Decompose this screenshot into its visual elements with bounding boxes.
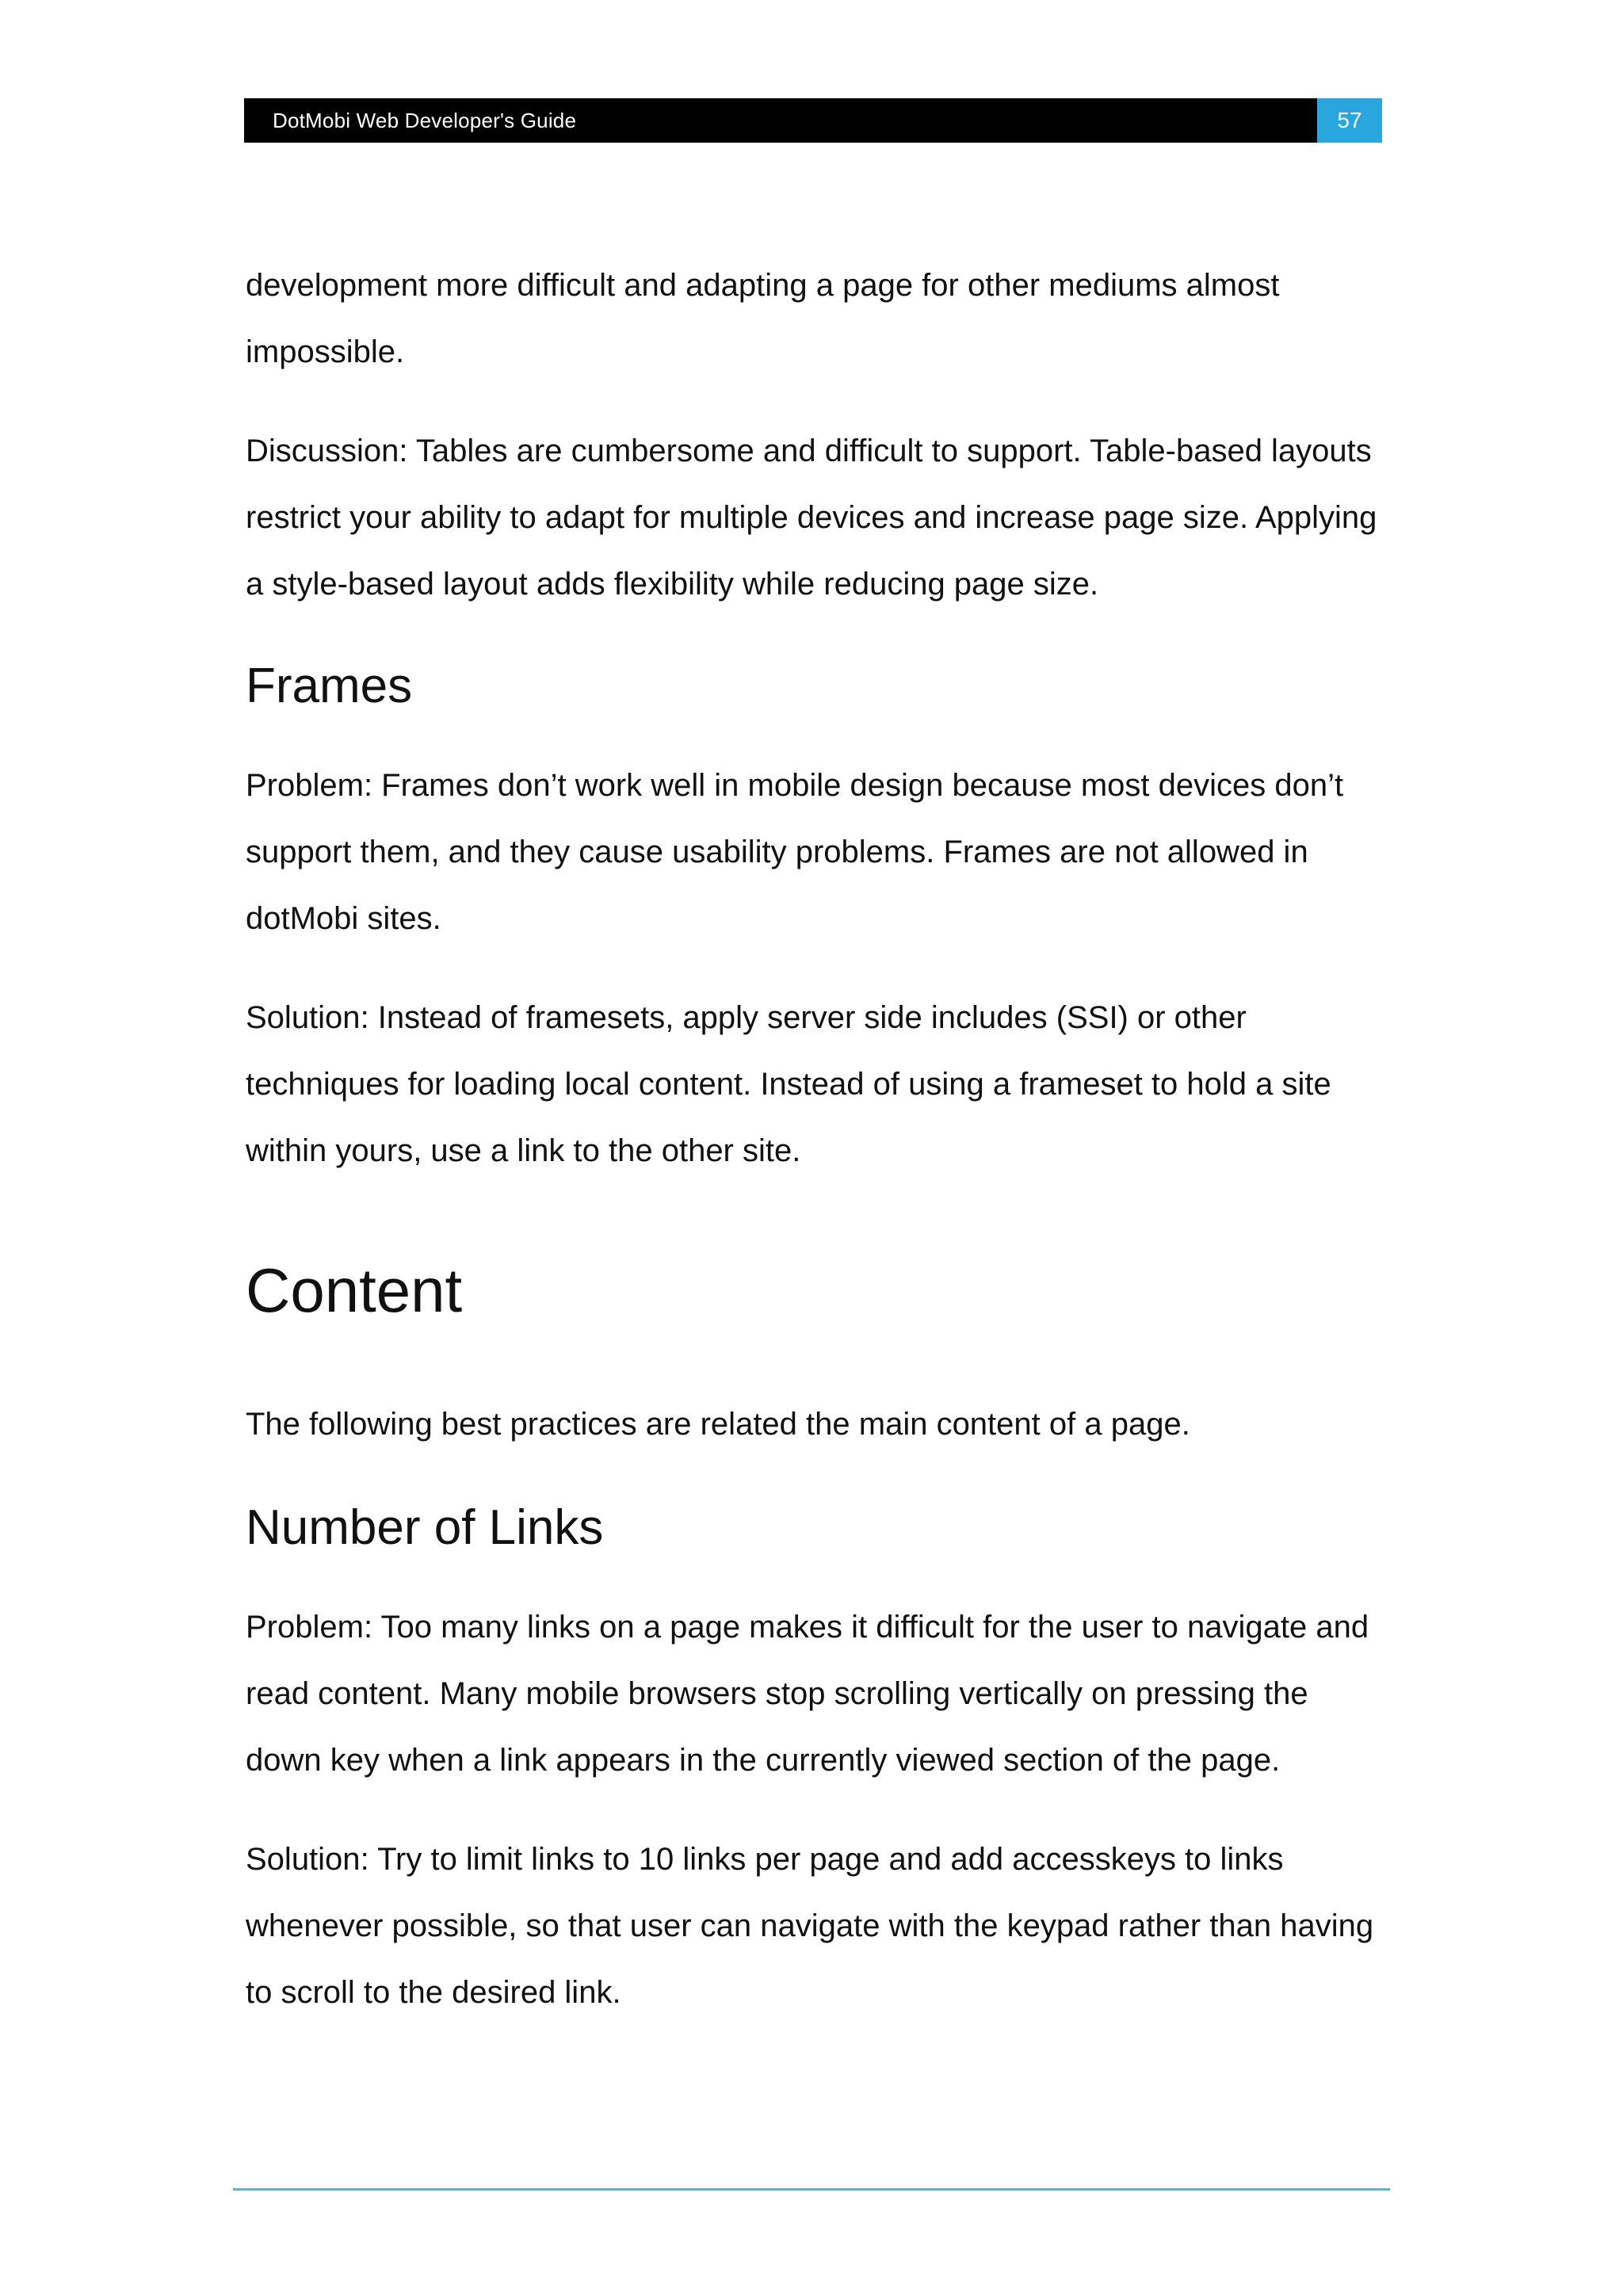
content-heading: Content xyxy=(246,1255,463,1325)
frames-solution-text: : Instead of framesets, apply server side includes (SSI) or other techniques for loading local content. Instead of using a frameset to hold a site within yours, use a link to the other site. xyxy=(246,1000,1331,1168)
frames-problem-paragraph xyxy=(246,752,1379,952)
page-number: 57 xyxy=(1317,98,1382,143)
frames-problem-label: Problem xyxy=(246,768,364,803)
frames-heading: Frames xyxy=(246,659,413,713)
header-title: DotMobi Web Developer's Guide xyxy=(273,109,577,132)
number-of-links-heading: Number of Links xyxy=(246,1500,604,1555)
links-solution-label: Solution xyxy=(246,1842,361,1877)
content-intro-paragraph: The following best practices are related the main content of a page. xyxy=(246,1407,1190,1442)
discussion-paragraph xyxy=(246,418,1379,617)
frames-problem-text: : Frames don’t work well in mobile design because most devices don’t support them, and they cause usability problems. Frames are not allowed in dotMobi sites. xyxy=(246,768,1344,936)
links-solution-text: : Try to limit links to 10 links per page and add accesskeys to links whenever possible, so that user can navigate with the keypad rather than having to scroll to the desired link. xyxy=(246,1842,1374,2010)
links-solution-paragraph xyxy=(246,1826,1379,2026)
links-problem-paragraph xyxy=(246,1594,1379,1794)
links-problem-text: : Too many links on a page makes it difficult for the user to navigate and read content. Many mobile browsers stop scrolling vertically on pressing the down key when a link appears in the currently viewed section of the page. xyxy=(246,1610,1369,1778)
intro-paragraph: development more difficult and adapting a page for other mediums almost impossible. xyxy=(246,268,1280,369)
page-header xyxy=(244,98,1382,143)
links-problem-label: Problem xyxy=(246,1610,364,1645)
page-content xyxy=(246,252,1379,2026)
frames-solution-label: Solution xyxy=(246,1000,361,1035)
discussion-text: : Tables are cumbersome and difficult to support. Table-based layouts restrict your ability to adapt for multiple devices and increase page size. Applying a style-based layout adds flexibility while reducing page size. xyxy=(246,434,1377,602)
frames-solution-paragraph xyxy=(246,984,1379,1184)
footer-divider xyxy=(233,2188,1390,2191)
discussion-label: Discussion xyxy=(246,434,399,468)
